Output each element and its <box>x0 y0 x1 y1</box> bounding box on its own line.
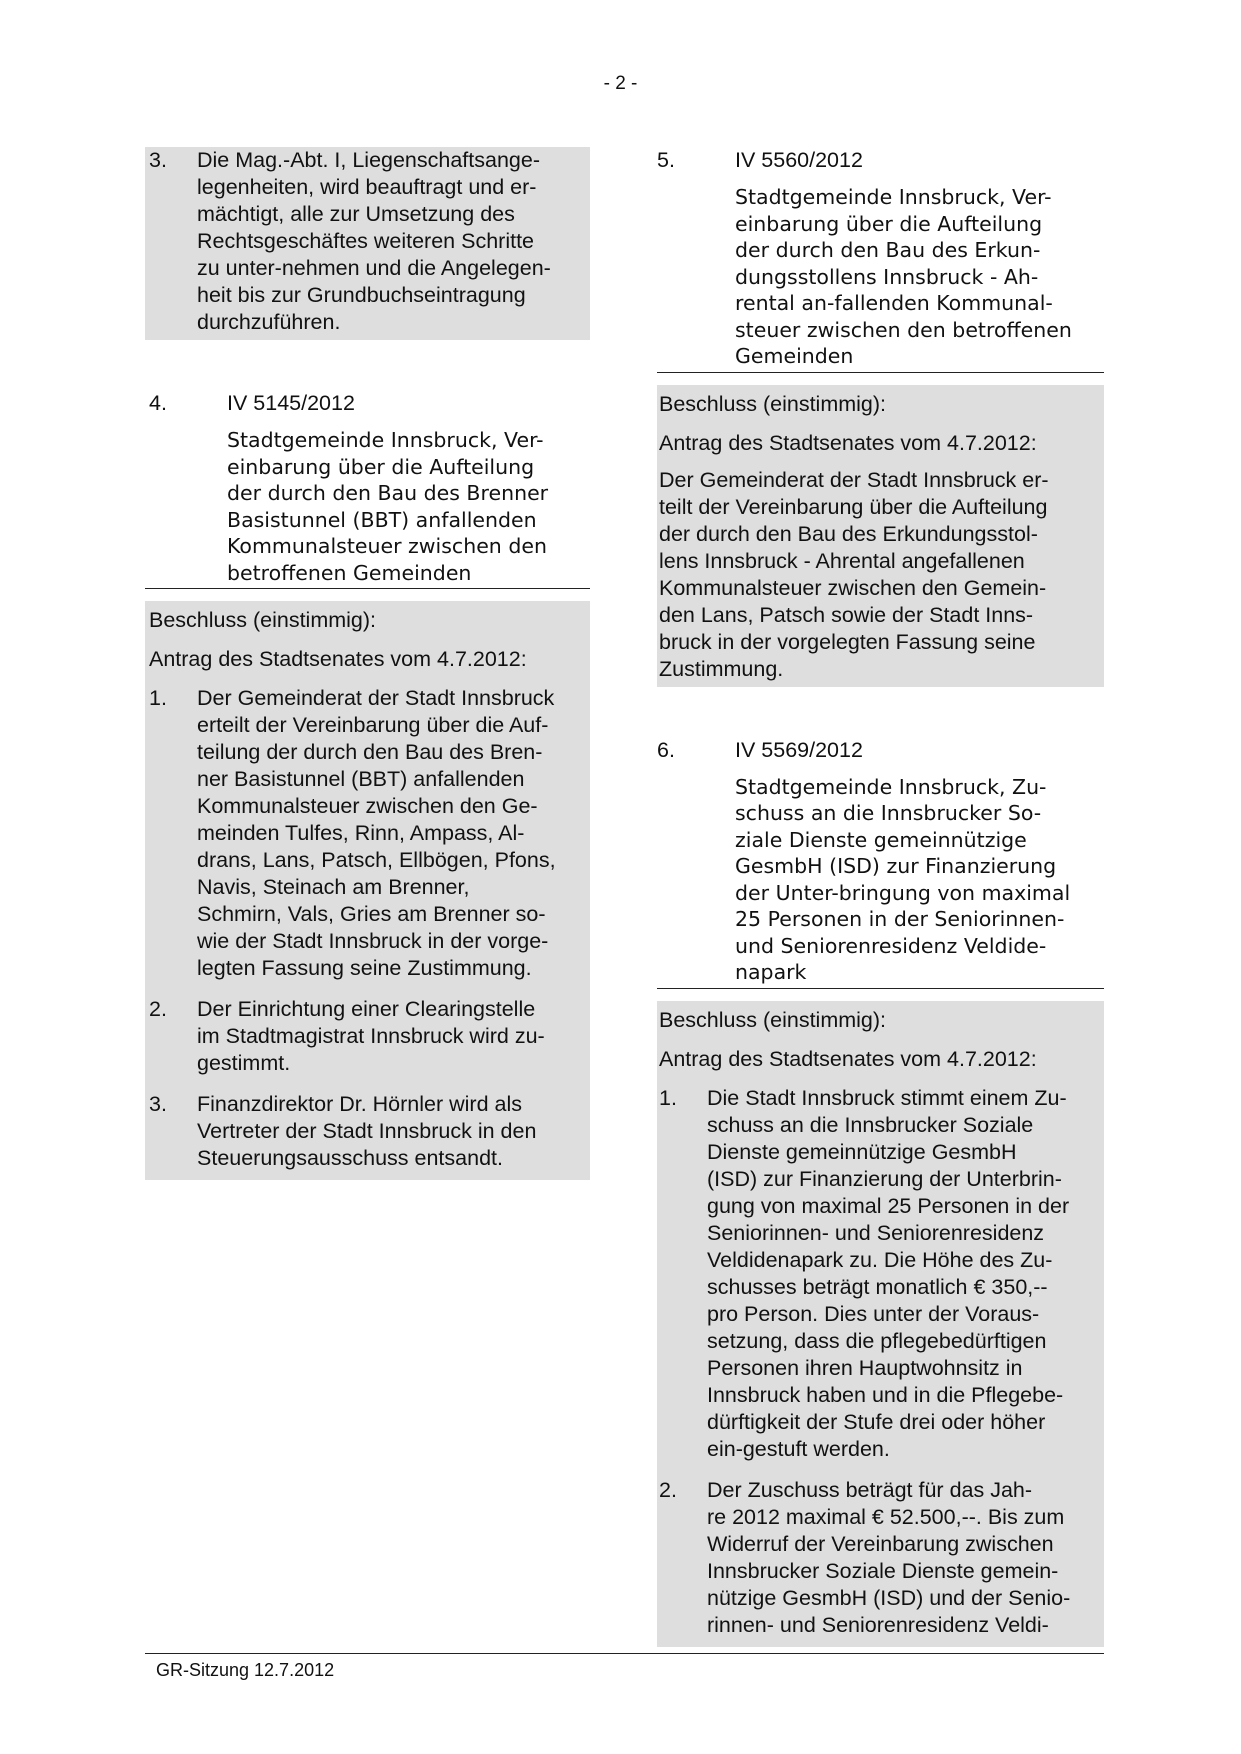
divider <box>657 372 1104 373</box>
agenda-item-4 <box>145 390 590 1180</box>
motion-label: Antrag des Stadtsenates vom 4.7.2012: <box>149 647 527 671</box>
motion-label: Antrag des Stadtsenates vom 4.7.2012: <box>659 430 1037 455</box>
left-column <box>145 147 590 1180</box>
resolution-item: 2. Der Einrichtung einer Clearingstelle im Stadtmagistrat Innsbruck wird zu- gestimmt. <box>149 997 545 1075</box>
agenda-heading <box>145 390 590 417</box>
decision-label: Beschluss (einstimmig): <box>149 608 376 632</box>
page-number: - 2 - <box>603 73 638 94</box>
decision-box <box>657 1001 1104 1647</box>
footer-divider <box>145 1653 1104 1654</box>
agenda-item-6 <box>657 737 1104 1647</box>
agenda-reference: IV 5560/2012 <box>735 148 863 172</box>
divider <box>657 988 1104 989</box>
resolution-item: 3. Finanzdirektor Dr. Hörnler wird als Vertreter der Stadt Innsbruck in den Steuerungsausschuss entsandt. <box>149 1092 537 1170</box>
divider <box>145 588 590 589</box>
agenda-heading <box>657 737 1104 764</box>
agenda-title: Stadtgemeinde Innsbruck, Ver- einbarung über die Aufteilung der durch den Bau des Erkun- dungsstollens Innsbruck - Ah- rental an-fallenden Kommunal- steuer zwischen den betroffenen Gemeinden <box>735 185 1072 368</box>
decision-box <box>145 601 590 1180</box>
agenda-number: 5. <box>657 148 675 172</box>
agenda-number: 4. <box>149 391 167 415</box>
agenda-reference: IV 5145/2012 <box>227 391 355 415</box>
item-3-continued <box>145 147 590 340</box>
resolution-item: 1. Der Gemeinderat der Stadt Innsbruck erteilt der Vereinbarung über die Auf- teilung der durch den Bau des Bren- ner Basistunnel (BBT) anfallenden Kommunalsteuer zwischen den Ge- meinden Tulfes, Rinn, Ampass, Al- drans, Lans, Patsch, Ellbögen, Pfons, Navis, Steinach am Brenner, Schmirn, Vals, Gries am Brenner so- wie der Stadt Innsbruck in der vorge- legten Fassung seine Zustimmung. <box>149 686 556 980</box>
resolution-text: Der Gemeinderat der Stadt Innsbruck er- teilt der Vereinbarung über die Aufteilung der durch den Bau des Erkundungsstol- lens Innsbruck - Ahrental angefallenen Kommunalsteuer zwischen den Gemein- den Lans, Patsch sowie der Stadt Inns- bruck in der vorgelegten Fassung seine Zustimmung. <box>659 467 1049 681</box>
agenda-heading <box>657 147 1104 174</box>
right-column <box>657 147 1104 1647</box>
agenda-number: 6. <box>657 737 675 762</box>
item-number: 3. <box>149 148 167 172</box>
resolution-item: 1. Die Stadt Innsbruck stimmt einem Zu- schuss an die Innsbrucker Soziale Dienste gemeinnützige GesmbH (ISD) zur Finanzierung der Unterbrin- gung von maximal 25 Personen in der Seniorinnen- und Seniorenresidenz Veldidenapark zu. Die Höhe des Zu- schusses beträgt monatlich € 350,-- pro Person. Dies unter der Voraus- setzung, dass die pflegebedürftigen Personen ihren Hauptwohnsitz in Innsbruck haben und in die Pflegebe- dürftigkeit der Stufe drei oder höher ein-gestuft werden. <box>659 1085 1070 1461</box>
footer-text: GR-Sitzung 12.7.2012 <box>156 1660 335 1680</box>
resolution-item: 2. Der Zuschuss beträgt für das Jah- re 2012 maximal € 52.500,--. Bis zum Widerruf der Vereinbarung zwischen Innsbrucker Soziale Dienste gemein- nützige GesmbH (ISD) und der Senio- rinnen- und Seniorenresidenz Veldi- <box>659 1477 1071 1637</box>
item-text: Die Mag.-Abt. I, Liegenschaftsange- legenheiten, wird beauftragt und er- mächtigt, alle zur Umsetzung des Rechtsgeschäftes weiteren Schritte zu unter-nehmen und die Angelegen- heit bis zur Grundbuchseintragung durchzuführen. <box>197 148 551 334</box>
agenda-title: Stadtgemeinde Innsbruck, Zu- schuss an die Innsbrucker So- ziale Dienste gemeinnützige GesmbH (ISD) zur Finanzierung der Unter-bringung von maximal 25 Personen in der Seniorinnen- und Seniorenresidenz Veldide- napark <box>735 774 1071 984</box>
decision-box <box>657 385 1104 687</box>
decision-label: Beschluss (einstimmig): <box>659 391 886 416</box>
motion-label: Antrag des Stadtsenates vom 4.7.2012: <box>659 1046 1037 1071</box>
agenda-title: Stadtgemeinde Innsbruck, Ver- einbarung über die Aufteilung der durch den Bau des Brenner Basistunnel (BBT) anfallenden Kommunalsteuer zwischen den betroffenen Gemeinden <box>227 428 549 585</box>
agenda-item-5 <box>657 147 1104 687</box>
agenda-reference: IV 5569/2012 <box>735 737 863 762</box>
decision-label: Beschluss (einstimmig): <box>659 1007 886 1032</box>
